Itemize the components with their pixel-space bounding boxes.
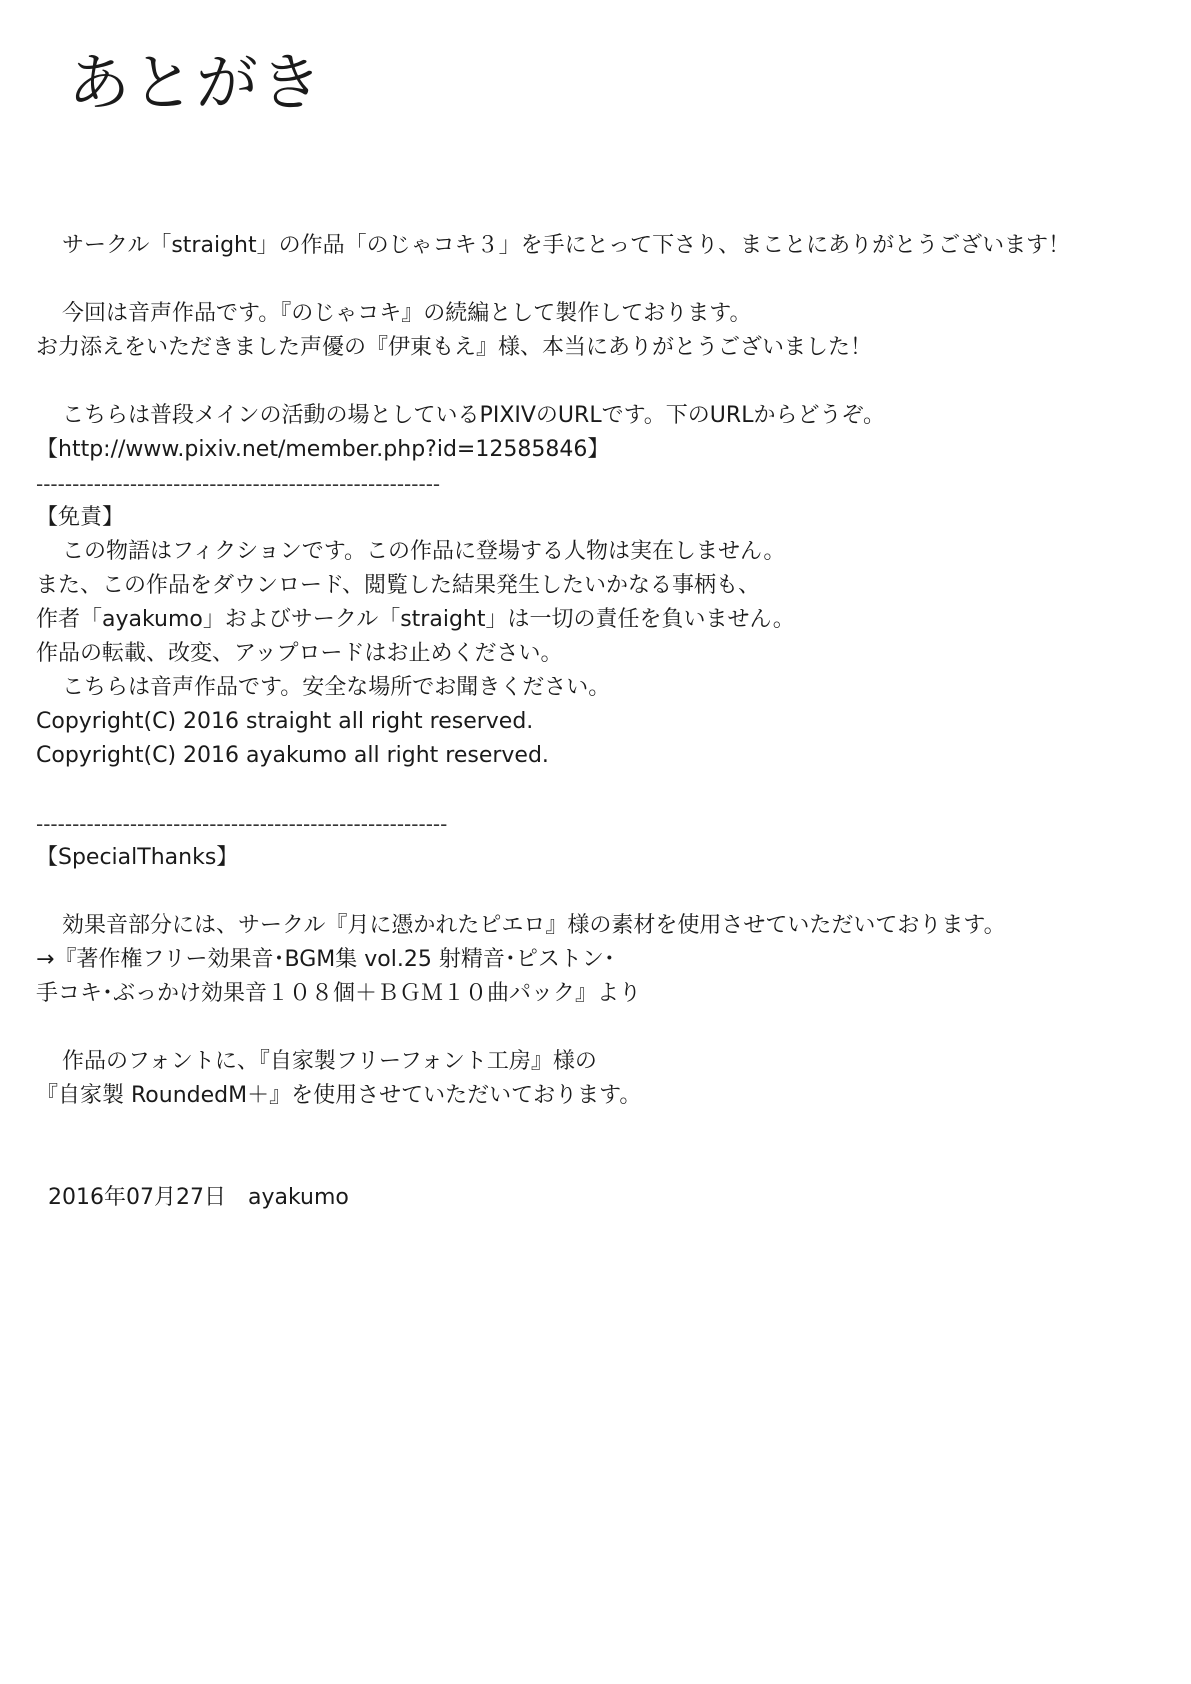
disclaimer-line: こちらは音声作品です。安全な場所でお聞きください。: [62, 675, 611, 700]
date-signature: 2016年07月27日 ayakumo: [48, 1185, 349, 1210]
sfx-credit-line-2: →『著作権フリー効果音･BGM集 vol.25 射精音･ピストン･: [36, 947, 615, 972]
about-line-2: お力添えをいただきました声優の『伊東もえ』様、本当にありがとうございました！: [36, 335, 873, 360]
sfx-credit-line-3: 手コキ･ぶっかけ効果音１０８個＋ＢＧＭ１０曲パック』より: [36, 981, 642, 1006]
disclaimer-line: また、この作品をダウンロード、閲覧した結果発生したいかなる事柄も、: [36, 573, 761, 598]
page-title: あとがき: [68, 46, 325, 119]
sfx-credit-line-1: 効果音部分には、サークル『月に憑かれたピエロ』様の素材を使用させていただいております。: [62, 913, 1006, 938]
disclaimer-line: 作品の転載、改変、アップロードはお止めください。: [36, 641, 563, 666]
pixiv-line: こちらは普段メインの活動の場としているPIXIVのURLです。下のURLからどうぞ。: [62, 403, 886, 428]
about-line-1: 今回は音声作品です。『のじゃコキ』の続編として製作しております。: [62, 301, 752, 326]
divider-1: --------------------------------------------------------: [36, 472, 441, 496]
pixiv-url: 【http://www.pixiv.net/member.php?id=12585846】: [36, 437, 610, 462]
disclaimer-heading: 【免責】: [36, 505, 125, 530]
disclaimer-line: この物語はフィクションです。この作品に登場する人物は実在しません。: [62, 539, 786, 564]
divider-2: ---------------------------------------------------------: [36, 812, 448, 836]
font-credit-line-1: 作品のフォントに、『自家製フリーフォント工房』様の: [62, 1049, 597, 1074]
disclaimer-line: 作者「ayakumo」およびサークル「straight」は一切の責任を負いません。: [36, 607, 795, 632]
special-thanks-heading: 【SpecialThanks】: [36, 845, 239, 870]
intro-thanks: サークル「straight」の作品「のじゃコキ３」を手にとって下さり、まことにありがとうございます！: [62, 233, 1071, 258]
font-credit-line-2: 『自家製 RoundedM＋』を使用させていただいております。: [36, 1083, 642, 1108]
copyright-line: Copyright(C) 2016 straight all right reserved.: [36, 709, 534, 734]
afterword-body: [36, 229, 1176, 1215]
copyright-line: Copyright(C) 2016 ayakumo all right reserved.: [36, 743, 549, 768]
